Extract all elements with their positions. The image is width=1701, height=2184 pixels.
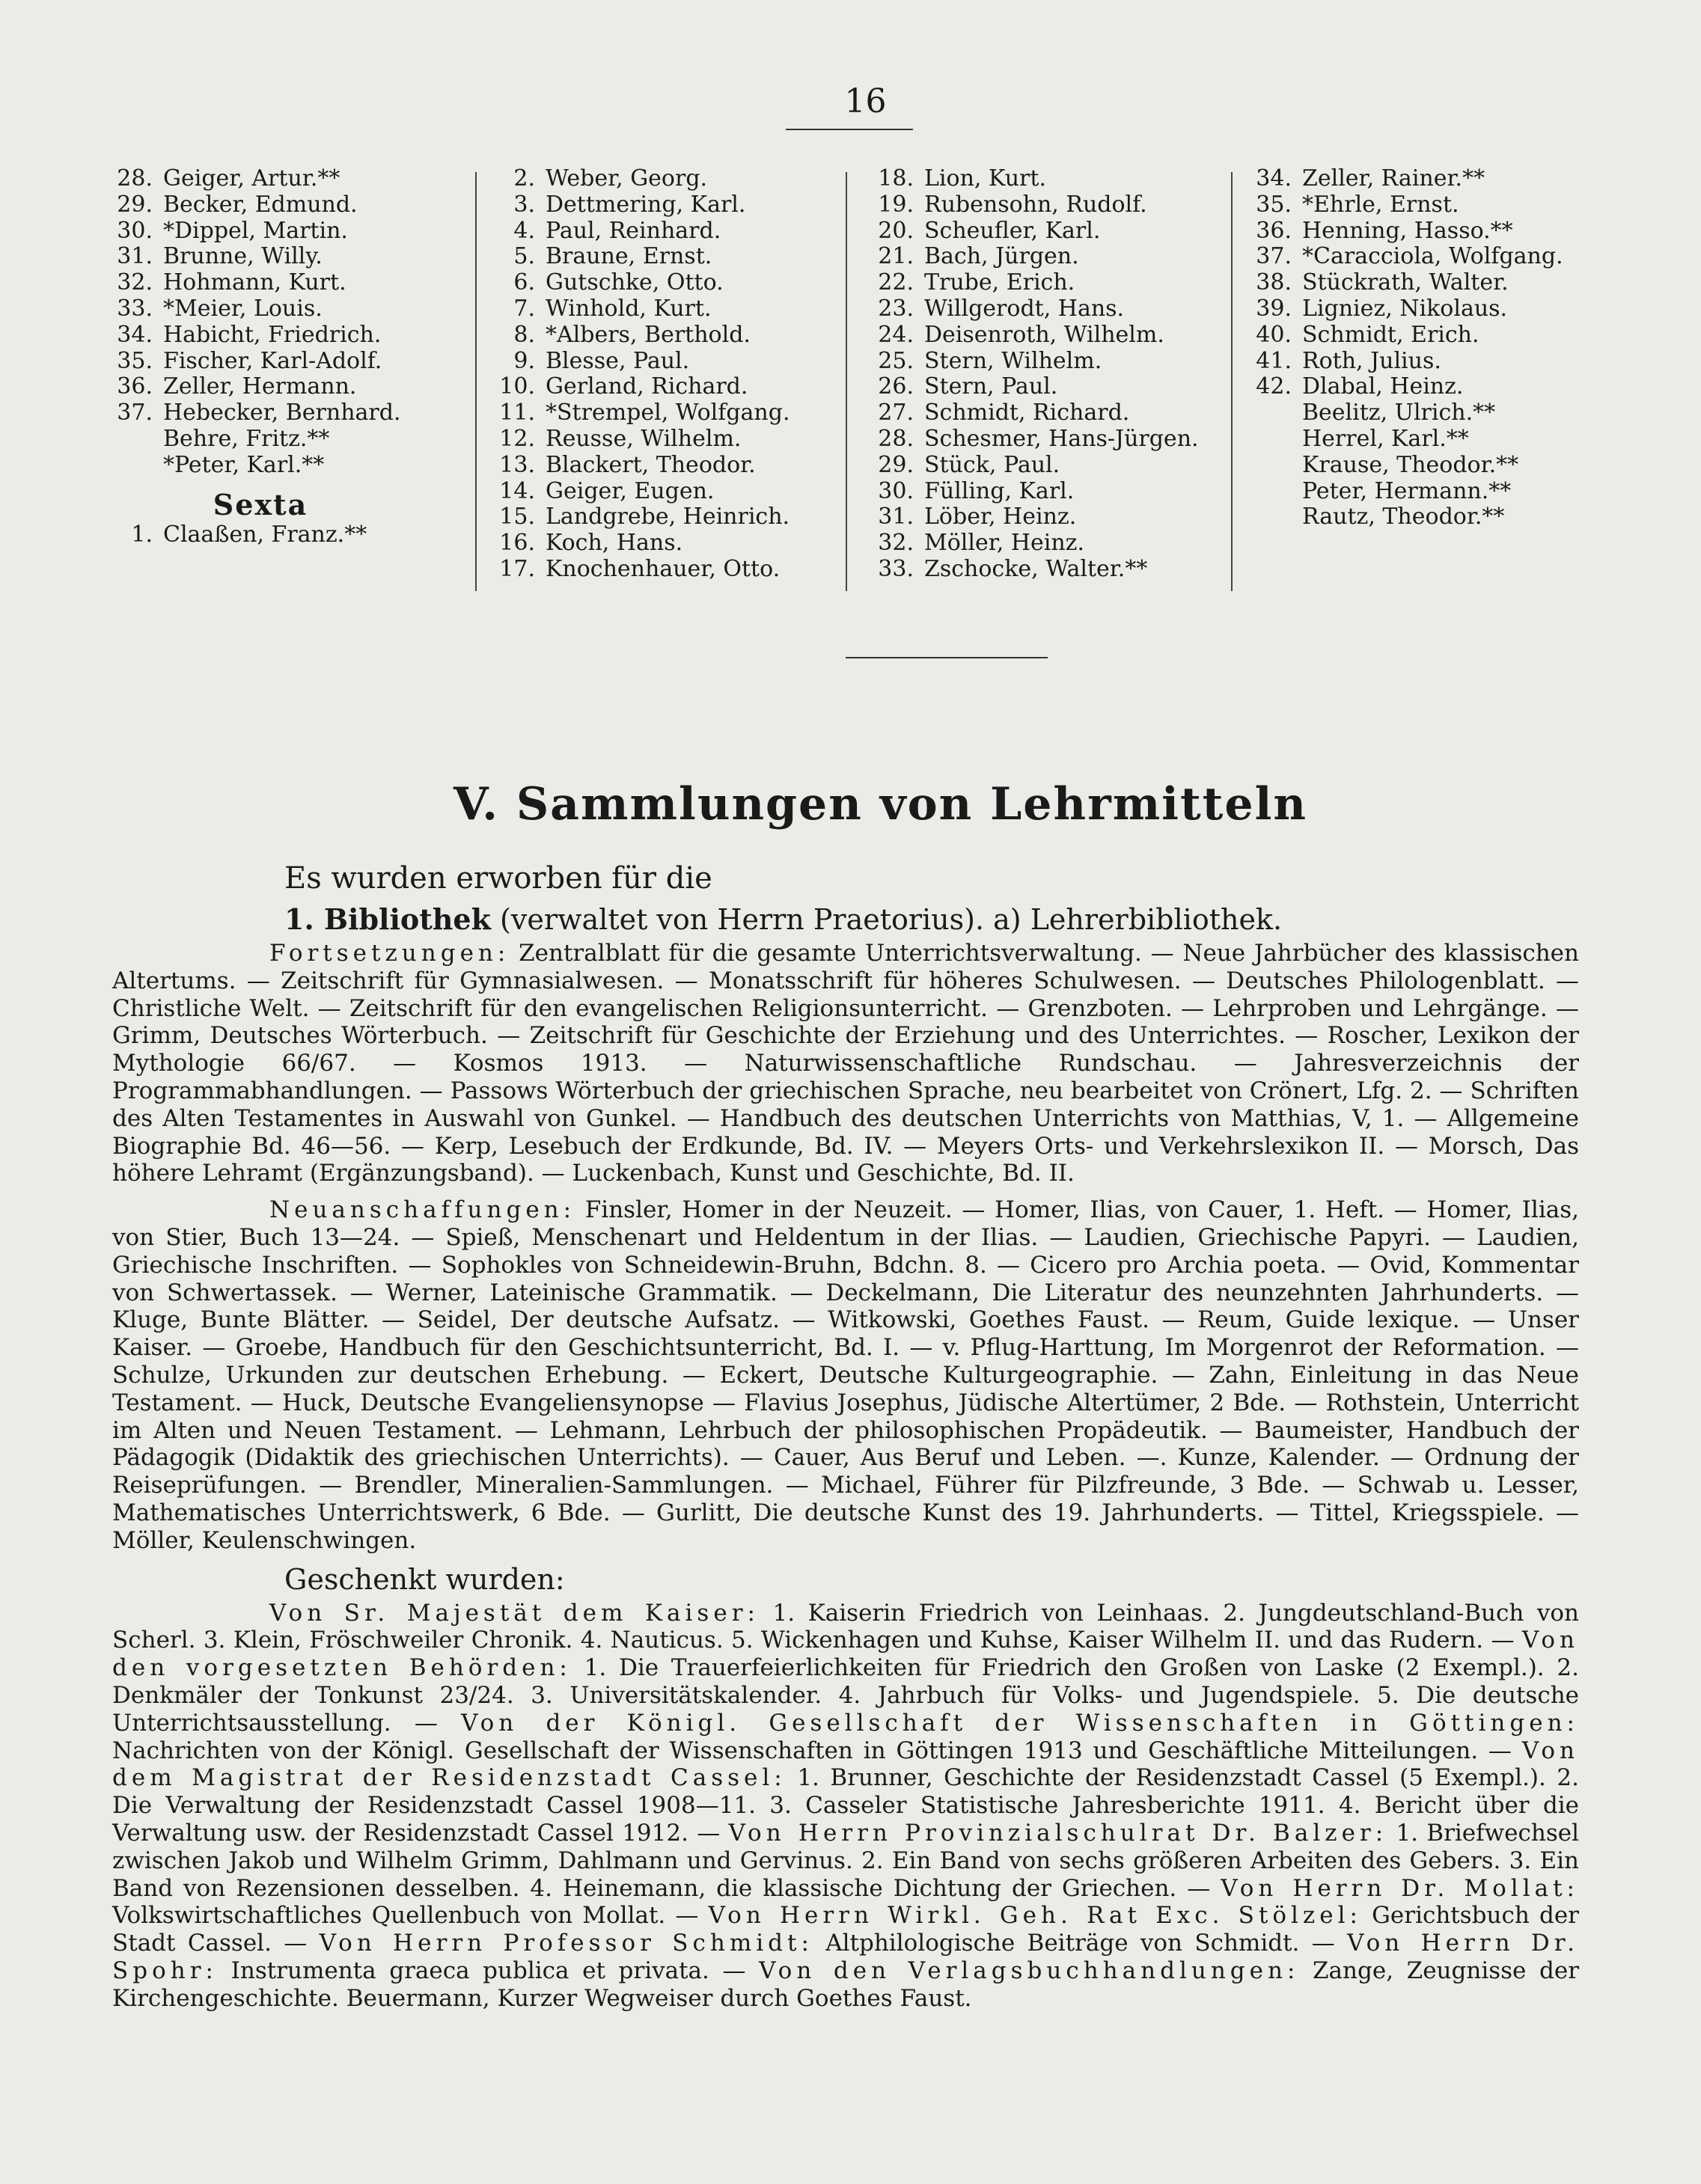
list-item: [111, 296, 455, 322]
list-item: [1250, 244, 1669, 270]
list-item-name: Weber, Georg.: [546, 165, 708, 192]
list-item: [490, 166, 864, 192]
list-item-number: 21.: [878, 243, 914, 270]
donor-mollat: Von Herrn Dr. Mollat:: [1221, 1874, 1579, 1902]
list-item-number: 26.: [878, 373, 914, 400]
list-item: [864, 192, 1268, 218]
list-item: [490, 400, 864, 426]
list-item: [864, 296, 1268, 322]
list-item-name: Stern, Paul.: [924, 373, 1058, 400]
list-item-number: 36.: [1256, 217, 1292, 244]
list-item-name: Beelitz, Ulrich.**: [1302, 400, 1496, 426]
list-item: [864, 453, 1268, 479]
list-item-number: 18.: [878, 165, 914, 192]
list-item-number: 14.: [499, 477, 535, 504]
donor-gesellschaft: Von der Königl. Gesellschaft der Wissenschaften in Göttingen:: [461, 1709, 1579, 1737]
list-item-name: Zschocke, Walter.**: [924, 555, 1148, 582]
donor-behoerden: Von den vorgesetzten Behörden:: [112, 1627, 1579, 1682]
list-item-number: 27.: [878, 400, 914, 426]
list-item: [1250, 374, 1669, 400]
sexta-heading: Sexta: [213, 487, 308, 521]
list-item: [490, 296, 864, 322]
list-item-name: *Ehrle, Ernst.: [1302, 191, 1459, 218]
list-item-number: 15.: [499, 504, 535, 530]
list-item-number: 6.: [513, 269, 535, 296]
fortsetzungen-label: Fortsetzungen:: [269, 940, 510, 967]
donation-mollat: Volkswirtschaftliches Quellenbuch von Mollat. —: [112, 1902, 699, 1930]
paragraph-geschenkt: [112, 1600, 1579, 2013]
list-item-number: 11.: [499, 400, 535, 426]
list-item: [864, 530, 1268, 557]
column-divider: [846, 172, 847, 591]
section-divider-rule: [846, 657, 1048, 658]
list-item: [111, 166, 455, 192]
list-item: [864, 270, 1268, 296]
list-item-name: Hohmann, Kurt.: [163, 269, 346, 296]
list-item-name: Koch, Hans.: [546, 530, 683, 557]
list-item-number: 13.: [499, 451, 535, 478]
list-item: [1250, 349, 1669, 375]
donation-gesellschaft: Nachrichten von der Königl. Gesellschaft der Wissenschaften in Göttingen 1913 und Geschäftliche Mitteilungen. —: [112, 1737, 1512, 1764]
list-item-name: *Albers, Berthold.: [546, 321, 751, 348]
paragraph-fortsetzungen: [112, 940, 1579, 1187]
list-item-name: Geiger, Artur.**: [163, 165, 340, 192]
list-item-name: Blackert, Theodor.: [546, 451, 756, 478]
list-item: [490, 426, 864, 453]
list-item-number: 35.: [117, 347, 153, 374]
list-item: [1250, 166, 1669, 192]
list-item-name: *Caracciola, Wolfgang.: [1302, 243, 1563, 270]
list-item-number: 35.: [1256, 191, 1292, 218]
neuanschaffungen-label: Neuanschaffungen:: [269, 1196, 576, 1224]
section-title: V. Sammlungen von Lehrmitteln: [454, 778, 1307, 831]
list-item-number: 33.: [878, 555, 914, 582]
list-column-2: [490, 166, 864, 583]
list-item: [490, 530, 864, 557]
list-item: [864, 504, 1268, 530]
list-item-number: 37.: [1256, 243, 1292, 270]
list-item-number: 29.: [878, 451, 914, 478]
list-item-number: 2.: [513, 165, 535, 192]
list-item-number: 19.: [878, 191, 914, 218]
list-item: [111, 522, 455, 548]
list-item-number: 38.: [1256, 269, 1292, 296]
list-item-number: 16.: [499, 530, 535, 557]
list-item: [1250, 426, 1669, 453]
list-item-name: Gerland, Richard.: [546, 373, 748, 400]
list-item: [490, 557, 864, 583]
list-item-name: Schesmer, Hans-Jürgen.: [924, 425, 1199, 452]
list-item-number: 3.: [513, 191, 535, 218]
page-number: 16: [844, 82, 887, 120]
list-item-number: 34.: [117, 321, 153, 348]
list-item-number: 30.: [878, 477, 914, 504]
section-body: [112, 857, 1579, 2012]
list-item-name: Rautz, Theodor.**: [1302, 504, 1505, 530]
list-item-number: 7.: [513, 295, 535, 322]
list-item: [111, 244, 455, 270]
list-item-name: Henning, Hasso.**: [1302, 217, 1513, 244]
list-item-number: 5.: [513, 243, 535, 270]
list-item: [111, 349, 455, 375]
student-lists: [105, 166, 1601, 600]
list-item: [864, 322, 1268, 349]
list-item-number: 8.: [513, 321, 535, 348]
list-item-number: 41.: [1256, 347, 1292, 374]
list-item-name: Dettmering, Karl.: [546, 191, 746, 218]
list-item-name: Ligniez, Nikolaus.: [1302, 295, 1508, 322]
list-item-name: Trube, Erich.: [924, 269, 1075, 296]
list-item-name: Stück, Paul.: [924, 451, 1060, 478]
list-item-number: 32.: [878, 530, 914, 557]
list-item-number: 25.: [878, 347, 914, 374]
list-item-name: Stern, Wilhelm.: [924, 347, 1102, 374]
list-item: [864, 374, 1268, 400]
list-item-name: Lion, Kurt.: [924, 165, 1046, 192]
list-item: [111, 218, 455, 245]
list-column-4: [1250, 166, 1669, 530]
list-item: [490, 374, 864, 400]
list-item-name: Scheufler, Karl.: [924, 217, 1101, 244]
list-item-name: Braune, Ernst.: [546, 243, 712, 270]
list-item-name: *Meier, Louis.: [163, 295, 323, 322]
library-heading-rest: (verwaltet von Herrn Praetorius). a) Lehrerbibliothek.: [500, 903, 1283, 936]
list-item-number: 29.: [117, 191, 153, 218]
list-item: [111, 426, 455, 453]
list-item: [490, 270, 864, 296]
list-item-name: Behre, Fritz.**: [163, 425, 330, 452]
list-column-3: [864, 166, 1268, 583]
list-item: [490, 218, 864, 245]
list-item-number: 20.: [878, 217, 914, 244]
list-item-name: Deisenroth, Wilhelm.: [924, 321, 1164, 348]
column-divider: [475, 172, 477, 591]
list-item-name: Dlabal, Heinz.: [1302, 373, 1464, 400]
list-item-name: Landgrebe, Heinrich.: [546, 504, 790, 530]
list-item-number: 28.: [117, 165, 153, 192]
list-item: [1250, 322, 1669, 349]
donor-magistrat: Von dem Magistrat der Residenzstadt Cassel:: [112, 1737, 1579, 1792]
list-item-number: 34.: [1256, 165, 1292, 192]
list-item-name: Winhold, Kurt.: [546, 295, 712, 322]
list-item-name: Paul, Reinhard.: [546, 217, 721, 244]
neuanschaffungen-text: Finsler, Homer in der Neuzeit. — Homer, Ilias, von Cauer, 1. Heft. — Homer, Ilias, von Stier, Buch 13—24. — Spieß, Menschenart und Heldentum in der Ilias. — Laudien, Griechische Papyri. — Laudien, Griechische Inschriften. — Sophokles von Schneidewin-Bruhn, Bdchn. 8. — Cicero pro Archia poeta. — Ovid, Kommentar von Schwertassek. — Werner, Lateinische Grammatik. — Deckelmann, Die Literatur des neunzehnten Jahrhunderts. — Kluge, Bunte Blätter. — Seidel, Der deutsche Aufsatz. — Witkowski, Goethes Faust. — Reum, Guide lexique. — Unser Kaiser. — Groebe, Handbuch für den Geschichtsunterricht, Bd. I. — v. Pflug-Harttung, Im Morgenrot der Reformation. — Schulze, Urkunden zur deutschen Erhebung. — Eckert, Deutsche Kulturgeographie. — Zahn, Einleitung in das Neue Testament. — Huck, Deutsche Evangeliensynopse — Flavius Josephus, Jüdische Altertümer, 2 Bde. — Rothstein, Unterricht im Alten und Neuen Testament. — Lehmann, Lehrbuch der philosophischen Propädeutik. — Baumeister, Handbuch der Pädagogik (Didaktik des griechischen Unterrichts). — Cauer, Aus Beruf und Leben. —. Kunze, Kalender. — Ordnung der Reiseprüfungen. — Brendler, Mineralien-Sammlungen. — Michael, Führer für Pilzfreunde, 3 Bde. — Schwab u. Lesser, Mathematisches Unterrichtswerk, 6 Bde. — Gurlitt, Die deutsche Kunst des 19. Jahrhunderts. — Tittel, Kriegsspiele. — Möller, Keulenschwingen.: [112, 1196, 1580, 1554]
list-item-number: 33.: [117, 295, 153, 322]
list-item-name: Krause, Theodor.**: [1302, 451, 1519, 478]
list-item-name: Blesse, Paul.: [546, 347, 690, 374]
list-item: [490, 192, 864, 218]
list-item: [490, 349, 864, 375]
donation-magistrat: 1. Brunner, Geschichte der Residenzstadt Cassel (5 Exempl.). 2. Die Verwaltung der Residenzstadt Cassel 1908—11. 3. Casseler Statistische Jahresberichte 1911. 4. Bericht über die Verwaltung usw. der Residenzstadt Cassel 1912. —: [112, 1764, 1579, 1847]
list-item-number: 4.: [513, 217, 535, 244]
list-item: [1250, 192, 1669, 218]
donor-stoelzel: Von Herrn Wirkl. Geh. Rat Exc. Stölzel:: [708, 1902, 1362, 1930]
list-item-name: Schmidt, Erich.: [1302, 321, 1479, 348]
list-item-number: 31.: [878, 504, 914, 530]
list-item-number: 12.: [499, 425, 535, 452]
list-item-number: 42.: [1256, 373, 1292, 400]
list-item: [864, 557, 1268, 583]
library-heading-bold: 1. Bibliothek: [284, 902, 491, 936]
list-item-number: 32.: [117, 269, 153, 296]
list-item: [490, 479, 864, 505]
list-item: [1250, 218, 1669, 245]
list-item-name: Geiger, Eugen.: [546, 477, 715, 504]
list-item-name: Brunne, Willy.: [163, 243, 323, 270]
list-item-name: Hebecker, Bernhard.: [163, 400, 401, 426]
donation-balzer: 1. Briefwechsel zwischen Jakob und Wilhelm Grimm, Dahlmann und Gervinus. 2. Ein Band von sechs größeren Arbeiten des Gebers. 3. Ein Band von Rezensionen desselben. 4. Heinemann, die klassische Dichtung der Griechen. —: [112, 1819, 1580, 1902]
list-item-number: 22.: [878, 269, 914, 296]
donor-verlag: Von den Verlagsbuchhandlungen:: [759, 1957, 1300, 1984]
list-item: [490, 504, 864, 530]
list-item-name: *Dippel, Martin.: [163, 217, 348, 244]
list-item: [864, 426, 1268, 453]
list-item: [490, 453, 864, 479]
list-column-1: [111, 166, 455, 548]
list-item-number: 37.: [117, 400, 153, 426]
list-item-name: *Peter, Karl.**: [163, 451, 325, 478]
list-item-name: Peter, Hermann.**: [1302, 477, 1512, 504]
list-item-name: Knochenhauer, Otto.: [546, 555, 781, 582]
intro-line: Es wurden erworben für die: [284, 861, 712, 896]
list-item: [1250, 400, 1669, 426]
list-item-name: Zeller, Hermann.: [163, 373, 357, 400]
list-item-name: Becker, Edmund.: [163, 191, 358, 218]
list-item-name: Möller, Heinz.: [924, 530, 1085, 557]
list-item-number: 39.: [1256, 295, 1292, 322]
list-item: [864, 244, 1268, 270]
list-item: [1250, 504, 1669, 530]
list-item: [1250, 270, 1669, 296]
list-item-name: Willgerodt, Hans.: [924, 295, 1125, 322]
list-item: [111, 270, 455, 296]
list-item: [111, 374, 455, 400]
list-item-number: 1.: [131, 521, 153, 548]
list-item-name: Zeller, Rainer.**: [1302, 165, 1485, 192]
donation-stoelzel: Gerichtsbuch der Stadt Cassel. —: [112, 1902, 1579, 1957]
donor-balzer: Von Herrn Provinzialschulrat Dr. Balzer:: [728, 1819, 1388, 1847]
donation-verlag: Zange, Zeugnisse der Kirchengeschichte. Beuermann, Kurzer Wegweiser durch Goethes Faust.: [112, 1957, 1580, 2012]
list-item-number: 17.: [499, 555, 535, 582]
list-item-name: Schmidt, Richard.: [924, 400, 1130, 426]
list-item-number: 30.: [117, 217, 153, 244]
list-item-number: 28.: [878, 425, 914, 452]
geschenkt-heading: Geschenkt wurden:: [284, 1562, 565, 1596]
list-item-name: Bach, Jürgen.: [924, 243, 1079, 270]
list-item: [1250, 479, 1669, 505]
list-item-number: 23.: [878, 295, 914, 322]
list-item-name: Fischer, Karl-Adolf.: [163, 347, 382, 374]
list-item-name: Gutschke, Otto.: [546, 269, 724, 296]
list-item-number: 40.: [1256, 321, 1292, 348]
list-item-name: Stückrath, Walter.: [1302, 269, 1509, 296]
library-heading: [112, 899, 1579, 940]
list-item-name: Roth, Julius.: [1302, 347, 1441, 374]
donation-schmidt: Altphilologische Beiträge von Schmidt. —: [825, 1930, 1335, 1957]
donor-schmidt: Von Herrn Professor Schmidt:: [319, 1930, 813, 1957]
list-item: [864, 400, 1268, 426]
list-item-number: 24.: [878, 321, 914, 348]
list-item-name: Reusse, Wilhelm.: [546, 425, 742, 452]
list-item: [111, 453, 455, 479]
list-item-name: Herrel, Karl.**: [1302, 425, 1469, 452]
paragraph-neuanschaffungen: [112, 1196, 1579, 1554]
list-item-name: Fülling, Karl.: [924, 477, 1075, 504]
fortsetzungen-text: Zentralblatt für die gesamte Unterrichtsverwaltung. — Neue Jahrbücher des klassischen Altertums. — Zeitschrift für Gymnasialwesen. — Monatsschrift für höheres Schulwesen. — Deutsches Philologenblatt. — Christliche Welt. — Zeitschrift für den evangelischen Religionsunterricht. — Grenzboten. — Lehrproben und Lehrgänge. — Grimm, Deutsches Wörterbuch. — Zeitschrift für Geschichte der Erziehung und des Unterrichtes. — Roscher, Lexikon der Mythologie 66/67. — Kosmos 1913. — Naturwissenschaftliche Rundschau. — Jahresverzeichnis der Programmabhandlungen. — Passows Wörterbuch der griechischen Sprache, neu bearbeitet von Crönert, Lfg. 2. — Schriften des Alten Testamentes in Auswahl von Gunkel. — Handbuch des deutschen Unterrichts von Matthias, V, 1. — Allgemeine Biographie Bd. 46—56. — Kerp, Lesebuch der Erdkunde, Bd. IV. — Meyers Orts- und Verkehrslexikon II. — Morsch, Das höhere Lehramt (Ergänzungsband). — Luckenbach, Kunst und Geschichte, Bd. II.: [112, 940, 1579, 1187]
list-item-name: Löber, Heinz.: [924, 504, 1077, 530]
donor-spohr: Von Herrn Dr. Spohr:: [112, 1930, 1580, 1984]
list-item: [490, 244, 864, 270]
list-item: [1250, 453, 1669, 479]
list-item: [111, 400, 455, 426]
list-item-number: 31.: [117, 243, 153, 270]
list-item: [111, 322, 455, 349]
list-item-number: 36.: [117, 373, 153, 400]
list-item: [111, 192, 455, 218]
list-item-name: Rubensohn, Rudolf.: [924, 191, 1147, 218]
list-item-number: 9.: [513, 347, 535, 374]
donation-spohr: Instrumenta graeca publica et privata. —: [230, 1957, 746, 1984]
column-divider: [1231, 172, 1233, 591]
list-item: [864, 218, 1268, 245]
list-item-name: Habicht, Friedrich.: [163, 321, 382, 348]
donation-behoerden: 1. Die Trauerfeierlichkeiten für Friedrich den Großen von Laske (2 Exempl.). 2. Denkmäler der Tonkunst 23/24. 3. Universitätskalender. 4. Jahrbuch für Volks- und Jugendspiele. 5. Die deutsche Unterrichtsausstellung. —: [112, 1654, 1580, 1737]
donor-kaiser: Von Sr. Majestät dem Kaiser:: [269, 1599, 760, 1627]
list-item: [864, 349, 1268, 375]
list-item-name: Claaßen, Franz.**: [163, 521, 367, 548]
list-item-name: *Strempel, Wolfgang.: [546, 400, 790, 426]
list-item: [490, 322, 864, 349]
donation-kaiser: 1. Kaiserin Friedrich von Leinhaas. 2. Jungdeutschland-Buch von Scherl. 3. Klein, Fröschweiler Chronik. 4. Nauticus. 5. Wickenhagen und Kuhse, Kaiser Wilhelm II. und das Rudern. —: [112, 1599, 1579, 1654]
list-item-number: 10.: [499, 373, 535, 400]
header-rule: [786, 129, 913, 130]
list-item: [864, 479, 1268, 505]
list-item: [864, 166, 1268, 192]
list-item: [1250, 296, 1669, 322]
